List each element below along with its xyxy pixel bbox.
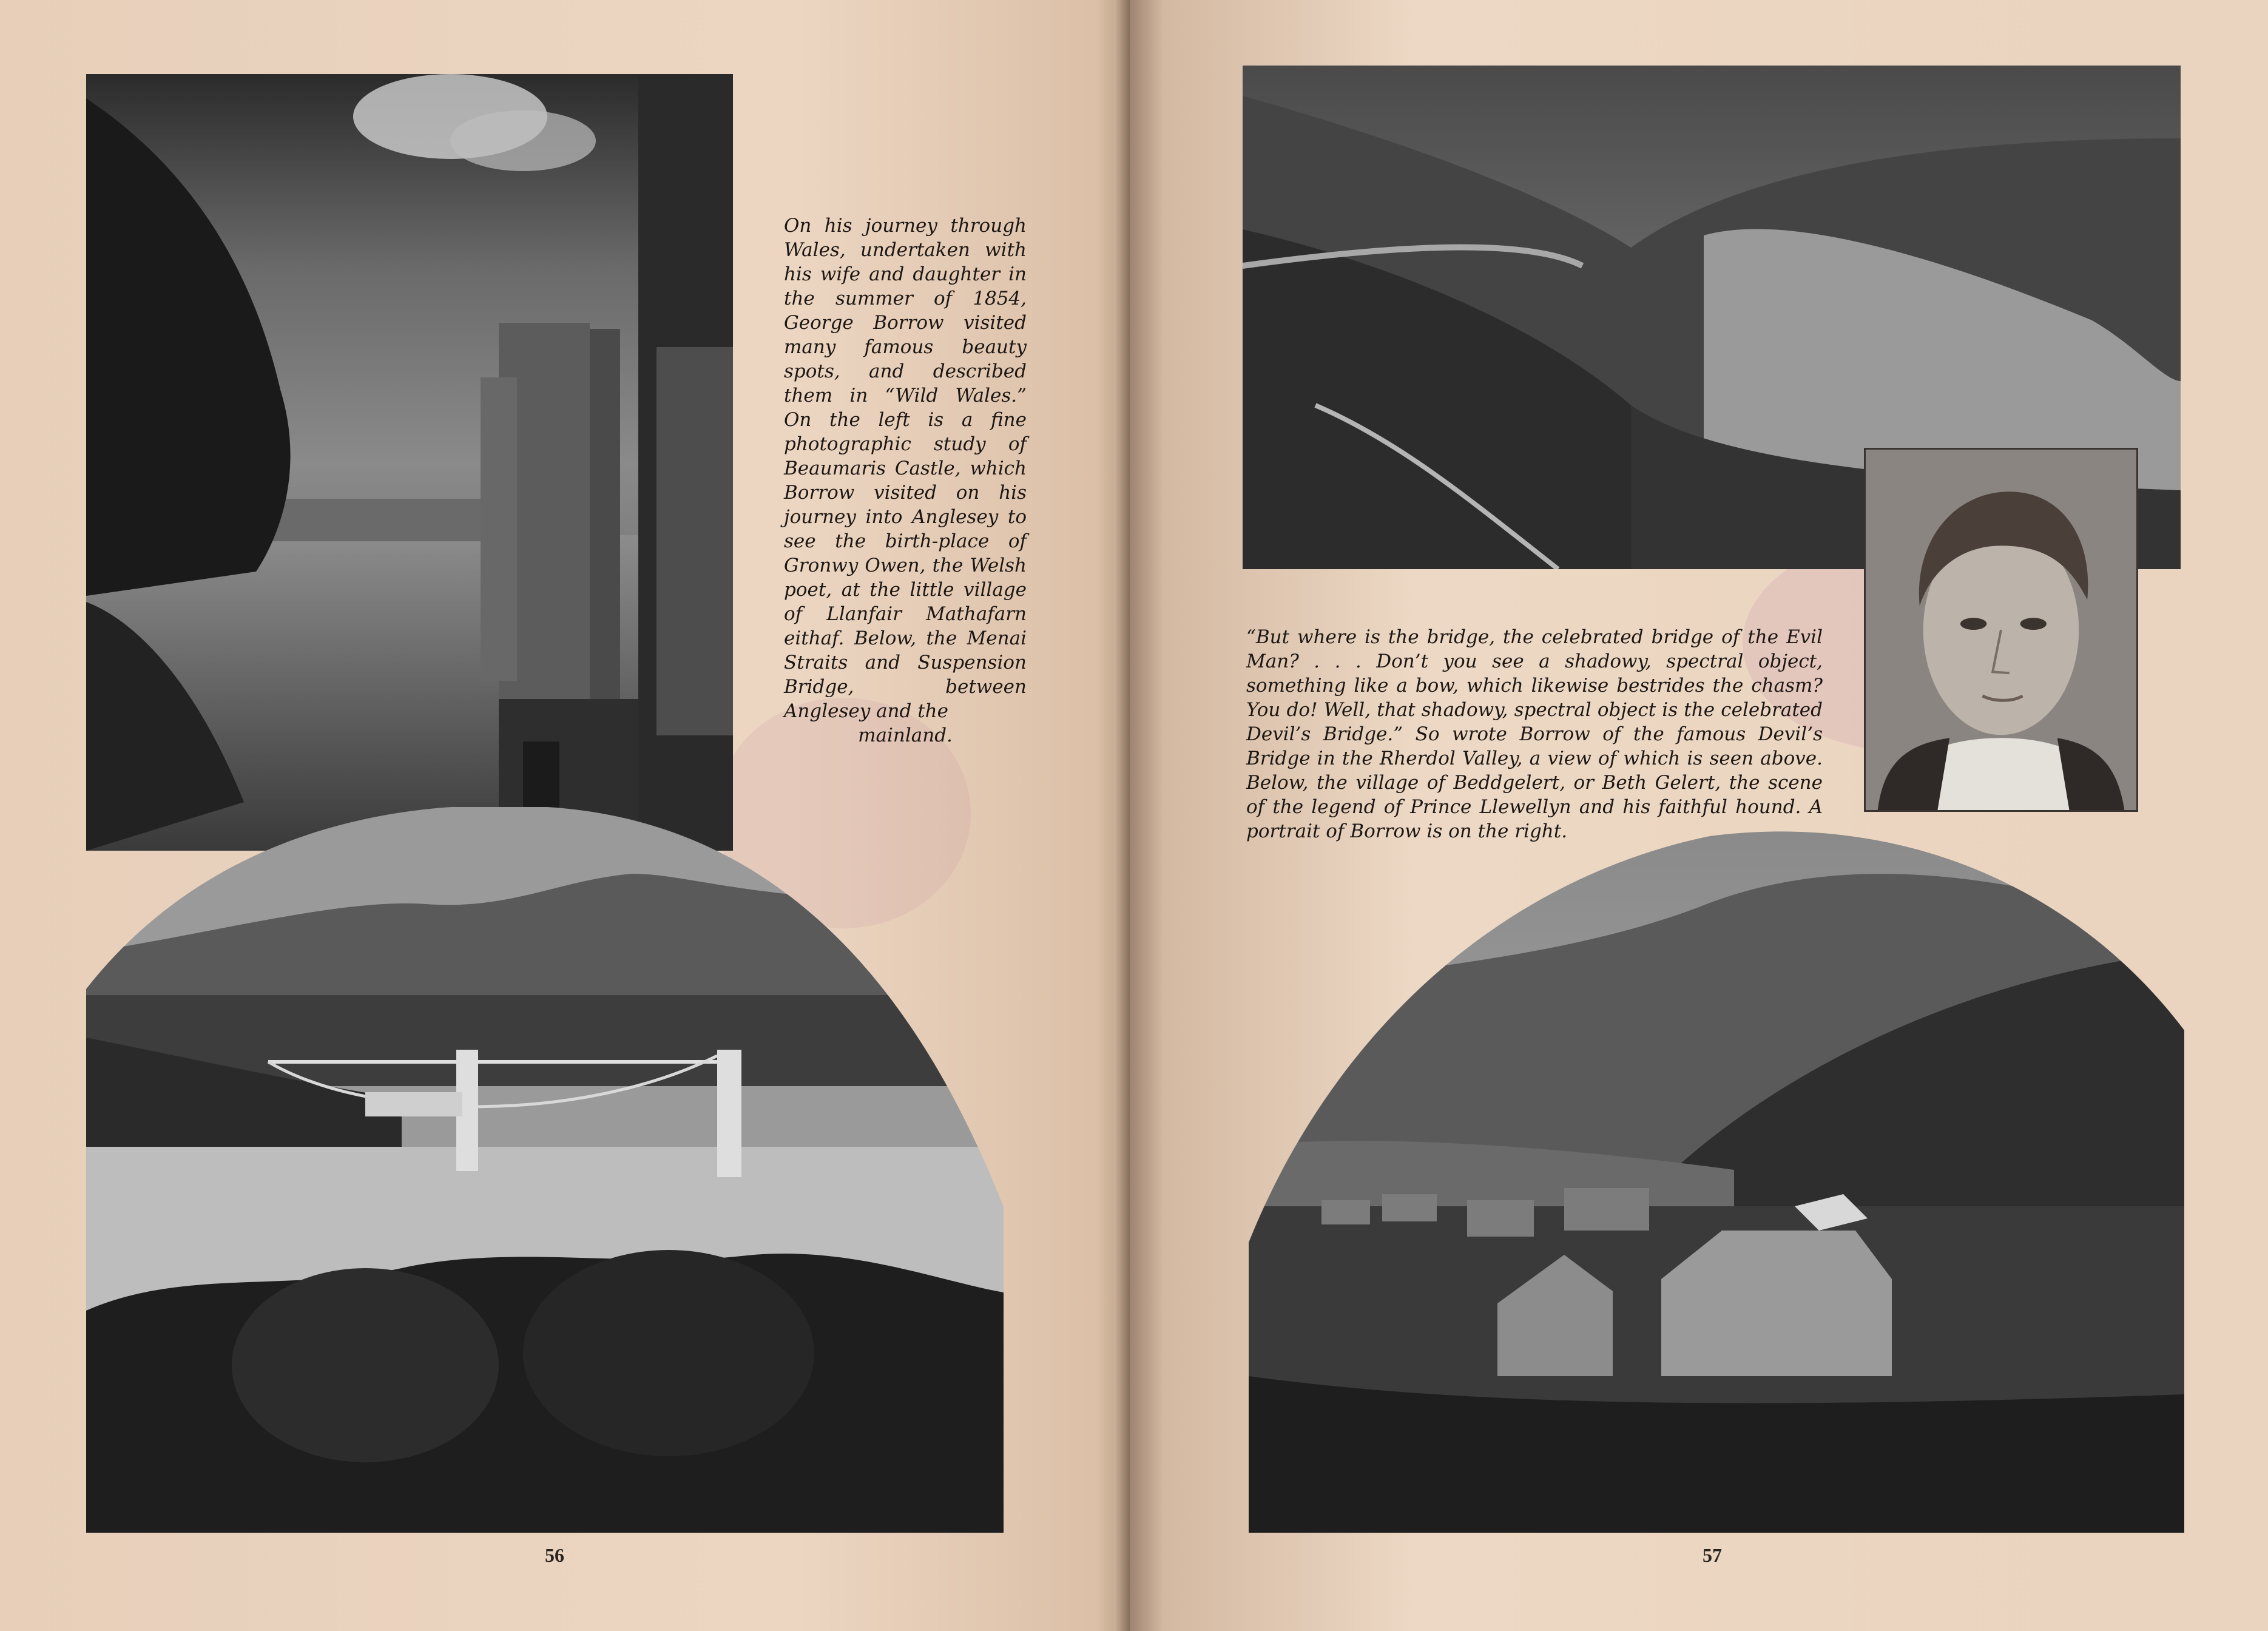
left-caption [784,214,1027,748]
beddgelert-village-photo [1249,830,2184,1533]
beaumaris-castle-photo [86,74,733,851]
right-page [1130,0,2268,1631]
left-caption-last-line: mainland. [858,724,953,746]
george-borrow-portrait [1864,448,2138,812]
left-page [0,0,1130,1631]
right-caption: “But where is the bridge, the celebrated bridge of the Evil Man? . . . Don’t you see a shadowy, spectral object, something like a bow, which likewise bestrides the chasm? You do! Well, that shadowy, spectral object is the celebrated Devil’s Bridge.” So wrote Borrow of the famous Devil’s Bridge in the Rherdol Valley, a view of which is seen above. Below, the village of Beddgelert, or Beth Gelert, the scene of the legend of Prince Llewellyn and his faithful hound. A portrait of Borrow is on the right. [1246,626,1823,842]
page-number-56: 56 [545,1544,564,1566]
menai-suspension-bridge-photo [86,807,1004,1533]
left-caption-text: On his journey through Wales, undertaken with his wife and daughter in the summer of 1854, George Borrow visited many famous beauty spots, and described them in “Wild Wales.” On the left is a fine photographic study of Beaumaris Castle, which Borrow visited on his journey into Anglesey to see the birth-place of Gronwy Owen, the Welsh poet, at the little village of Llanfair Mathafarn eithaf. Below, the Menai Straits and Suspension Bridge, between Anglesey and the [784,215,1027,722]
page-number-57: 57 [1703,1544,1722,1566]
